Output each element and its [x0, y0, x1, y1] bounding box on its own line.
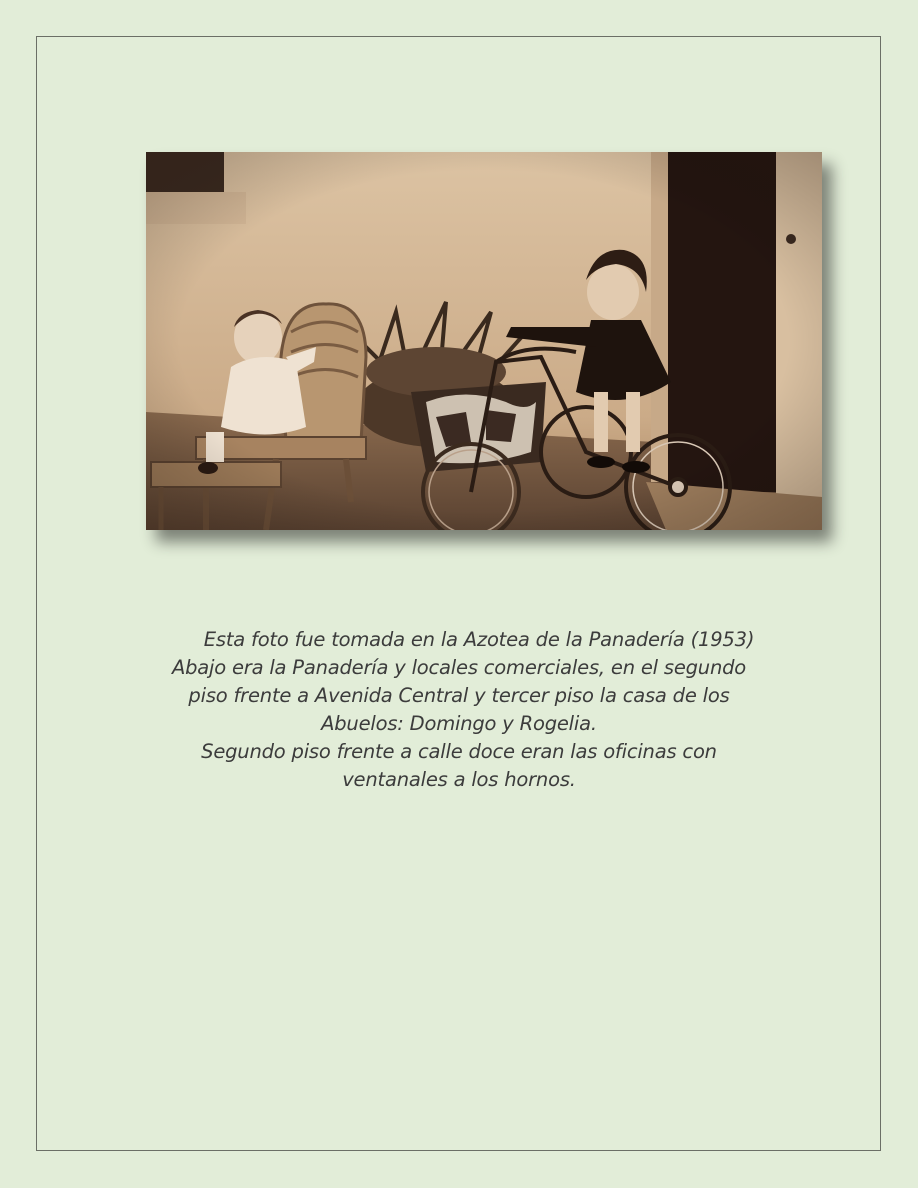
caption-line: Abajo era la Panadería y locales comerciales, en el segundo — [171, 656, 747, 679]
caption-line: Segundo piso frente a calle doce eran las oficinas con — [201, 740, 717, 763]
sepia-photo — [146, 152, 822, 530]
photo-caption — [120, 626, 798, 794]
sepia-photo-illustration — [146, 152, 822, 530]
caption-line: Esta foto fue tomada en la Azotea de la Panadería (1953) — [203, 628, 755, 651]
caption-line: Abuelos: Domingo y Rogelia. — [321, 712, 597, 735]
caption-line: piso frente a Avenida Central y tercer piso la casa de los — [188, 684, 730, 707]
caption-line: ventanales a los hornos. — [342, 768, 576, 791]
